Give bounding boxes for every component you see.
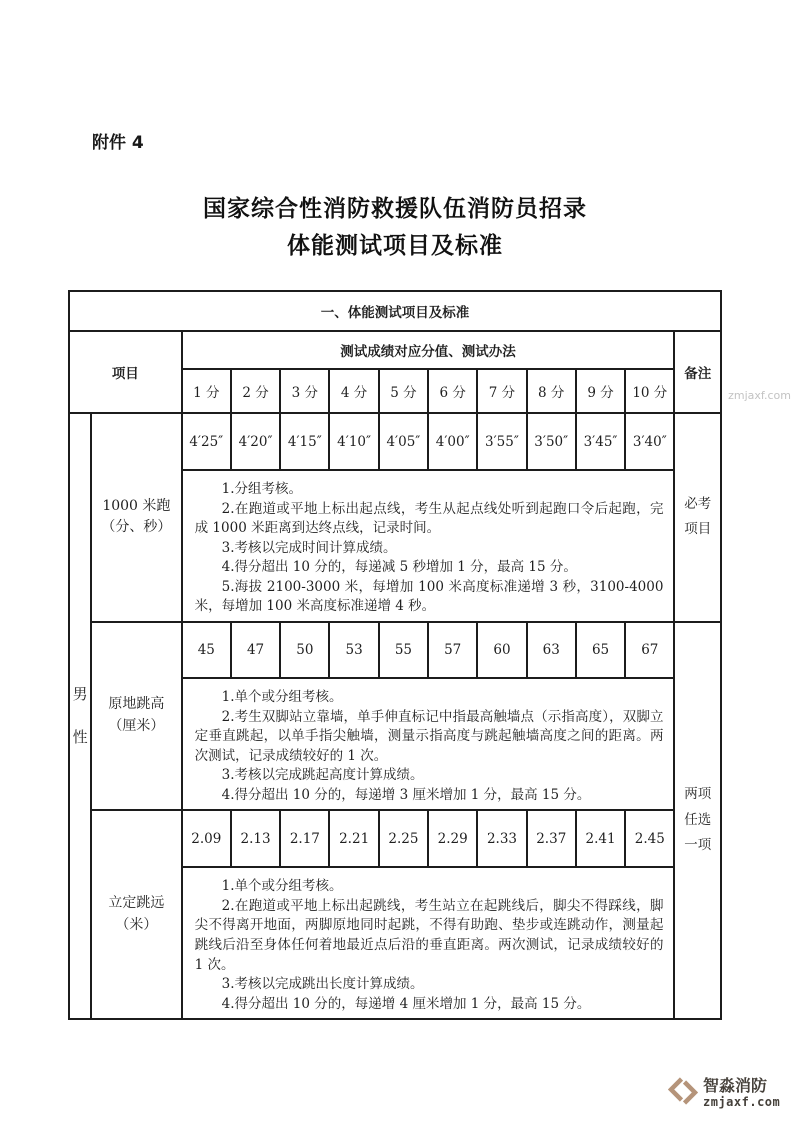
remark-choose-one: 两项任选一项 <box>684 786 712 854</box>
score-label-cell: 1 分 <box>182 369 231 413</box>
score-value-cell: 2.17 <box>280 810 329 867</box>
score-value-cell: 57 <box>428 622 477 678</box>
title-line-1: 国家综合性消防救援队伍消防员招录 <box>203 195 587 222</box>
score-value-cell: 4′20″ <box>231 413 280 470</box>
brand-diamond-icon <box>668 1076 698 1110</box>
gender-cell <box>69 413 91 1019</box>
score-label-cell: 9 分 <box>576 369 625 413</box>
method-paragraph: 4.得分超出 10 分的，每递增 4 厘米增加 1 分，最高 15 分。 <box>221 995 591 1012</box>
remark-required: 必考项目 <box>684 495 712 538</box>
method-paragraph: 2.考生双脚站立靠墙，单手伸直标记中指最高触墙点（示指高度），双脚立定垂直跳起，以单手指尖触墙，测量示指高度与跳起触墙高度之间的距离。两次测试，记录成绩较好的 1 次。 <box>194 708 664 764</box>
standards-table <box>68 290 722 1020</box>
footer-logo <box>668 1076 780 1110</box>
method-cell <box>182 867 675 1019</box>
item-name-line-1: 原地跳高 <box>108 696 165 713</box>
score-label-cell: 5 分 <box>379 369 428 413</box>
side-watermark: zmjaxf.com <box>728 389 791 402</box>
score-label-cell: 6 分 <box>428 369 477 413</box>
score-label-cell: 7 分 <box>477 369 526 413</box>
brand-domain: zmjaxf.com <box>703 1095 781 1109</box>
score-value-cell: 2.37 <box>527 810 576 867</box>
item-name-cell <box>91 810 182 1019</box>
item-name-cell <box>91 622 182 810</box>
project-header-cell: 项目 <box>69 331 182 413</box>
item-name-line-2: （分、秒） <box>101 519 172 536</box>
method-paragraph: 5.海拔 2100-3000 米，每增加 100 米高度标准递增 3 秒，3100-4000 米，每增加 100 米高度标准递增 4 秒。 <box>194 578 664 615</box>
section-title-cell: 一、体能测试项目及标准 <box>69 291 721 331</box>
score-value-cell: 3′50″ <box>527 413 576 470</box>
score-value-cell: 2.21 <box>329 810 378 867</box>
score-value-cell: 4′25″ <box>182 413 231 470</box>
brand-name: 智淼消防 <box>703 1076 768 1095</box>
score-value-cell: 67 <box>625 622 674 678</box>
gender-label: 男性 <box>72 684 88 747</box>
score-value-cell: 60 <box>477 622 526 678</box>
score-value-cell: 2.25 <box>379 810 428 867</box>
score-value-cell: 63 <box>527 622 576 678</box>
method-paragraph: 1.单个或分组考核。 <box>221 878 343 895</box>
score-label-cell: 8 分 <box>527 369 576 413</box>
method-paragraph: 1.分组考核。 <box>221 481 303 497</box>
remark-header-cell: 备注 <box>674 331 721 413</box>
score-value-cell: 53 <box>329 622 378 678</box>
method-paragraph: 3.考核以完成时间计算成绩。 <box>221 539 397 556</box>
method-paragraph: 2.在跑道或平地上标出起跳线，考生站立在起跳线后，脚尖不得踩线，脚尖不得离开地面，两脚原地同时起跳，不得有助跑、垫步或连跳动作，测量起跳线后沿至身体任何着地最近点后沿的垂直距离。两次测试，记录成绩较好的 1 次。 <box>194 897 664 973</box>
item-name-line-1: 立定跳远 <box>108 895 165 912</box>
document-title <box>68 190 722 264</box>
score-value-cell: 45 <box>182 622 231 678</box>
score-value-cell: 65 <box>576 622 625 678</box>
title-line-2: 体能测试项目及标准 <box>287 232 503 259</box>
score-label-cell: 2 分 <box>231 369 280 413</box>
score-value-cell: 2.41 <box>576 810 625 867</box>
score-value-cell: 4′10″ <box>329 413 378 470</box>
score-value-cell: 2.13 <box>231 810 280 867</box>
item-name-line-1: 1000 米跑 <box>102 497 171 514</box>
remark-cell <box>674 622 721 1019</box>
method-paragraph: 1.单个或分组考核。 <box>221 688 343 705</box>
method-paragraph: 2.在跑道或平地上标出起点线，考生从起点线处听到起跑口令后起跑，完成 1000 米距离到达终点线，记录时间。 <box>194 500 664 537</box>
score-value-cell: 4′15″ <box>280 413 329 470</box>
score-label-cell: 10 分 <box>625 369 674 413</box>
score-value-cell: 3′40″ <box>625 413 674 470</box>
score-value-cell: 50 <box>280 622 329 678</box>
method-paragraph: 3.考核以完成跳起高度计算成绩。 <box>221 767 424 784</box>
score-value-cell: 2.33 <box>477 810 526 867</box>
score-value-cell: 55 <box>379 622 428 678</box>
method-paragraph: 4.得分超出 10 分的，每递增 3 厘米增加 1 分，最高 15 分。 <box>221 786 591 803</box>
remark-cell <box>674 413 721 622</box>
item-name-line-2: （米） <box>115 916 158 933</box>
method-cell <box>182 678 675 810</box>
score-label-cell: 4 分 <box>329 369 378 413</box>
score-value-cell: 3′55″ <box>477 413 526 470</box>
score-value-cell: 2.29 <box>428 810 477 867</box>
score-value-cell: 47 <box>231 622 280 678</box>
attachment-label: 附件 4 <box>92 133 144 153</box>
score-value-cell: 3′45″ <box>576 413 625 470</box>
scores-header-cell: 测试成绩对应分值、测试办法 <box>182 331 675 369</box>
item-name-line-2: （厘米） <box>108 718 165 735</box>
item-name-cell <box>91 413 182 622</box>
score-value-cell: 2.09 <box>182 810 231 867</box>
method-paragraph: 4.得分超出 10 分的，每递减 5 秒增加 1 分，最高 15 分。 <box>221 559 577 576</box>
score-label-cell: 3 分 <box>280 369 329 413</box>
score-value-cell: 4′00″ <box>428 413 477 470</box>
method-cell <box>182 470 675 622</box>
score-value-cell: 4′05″ <box>379 413 428 470</box>
method-paragraph: 3.考核以完成跳出长度计算成绩。 <box>221 976 424 993</box>
score-value-cell: 2.45 <box>625 810 674 867</box>
